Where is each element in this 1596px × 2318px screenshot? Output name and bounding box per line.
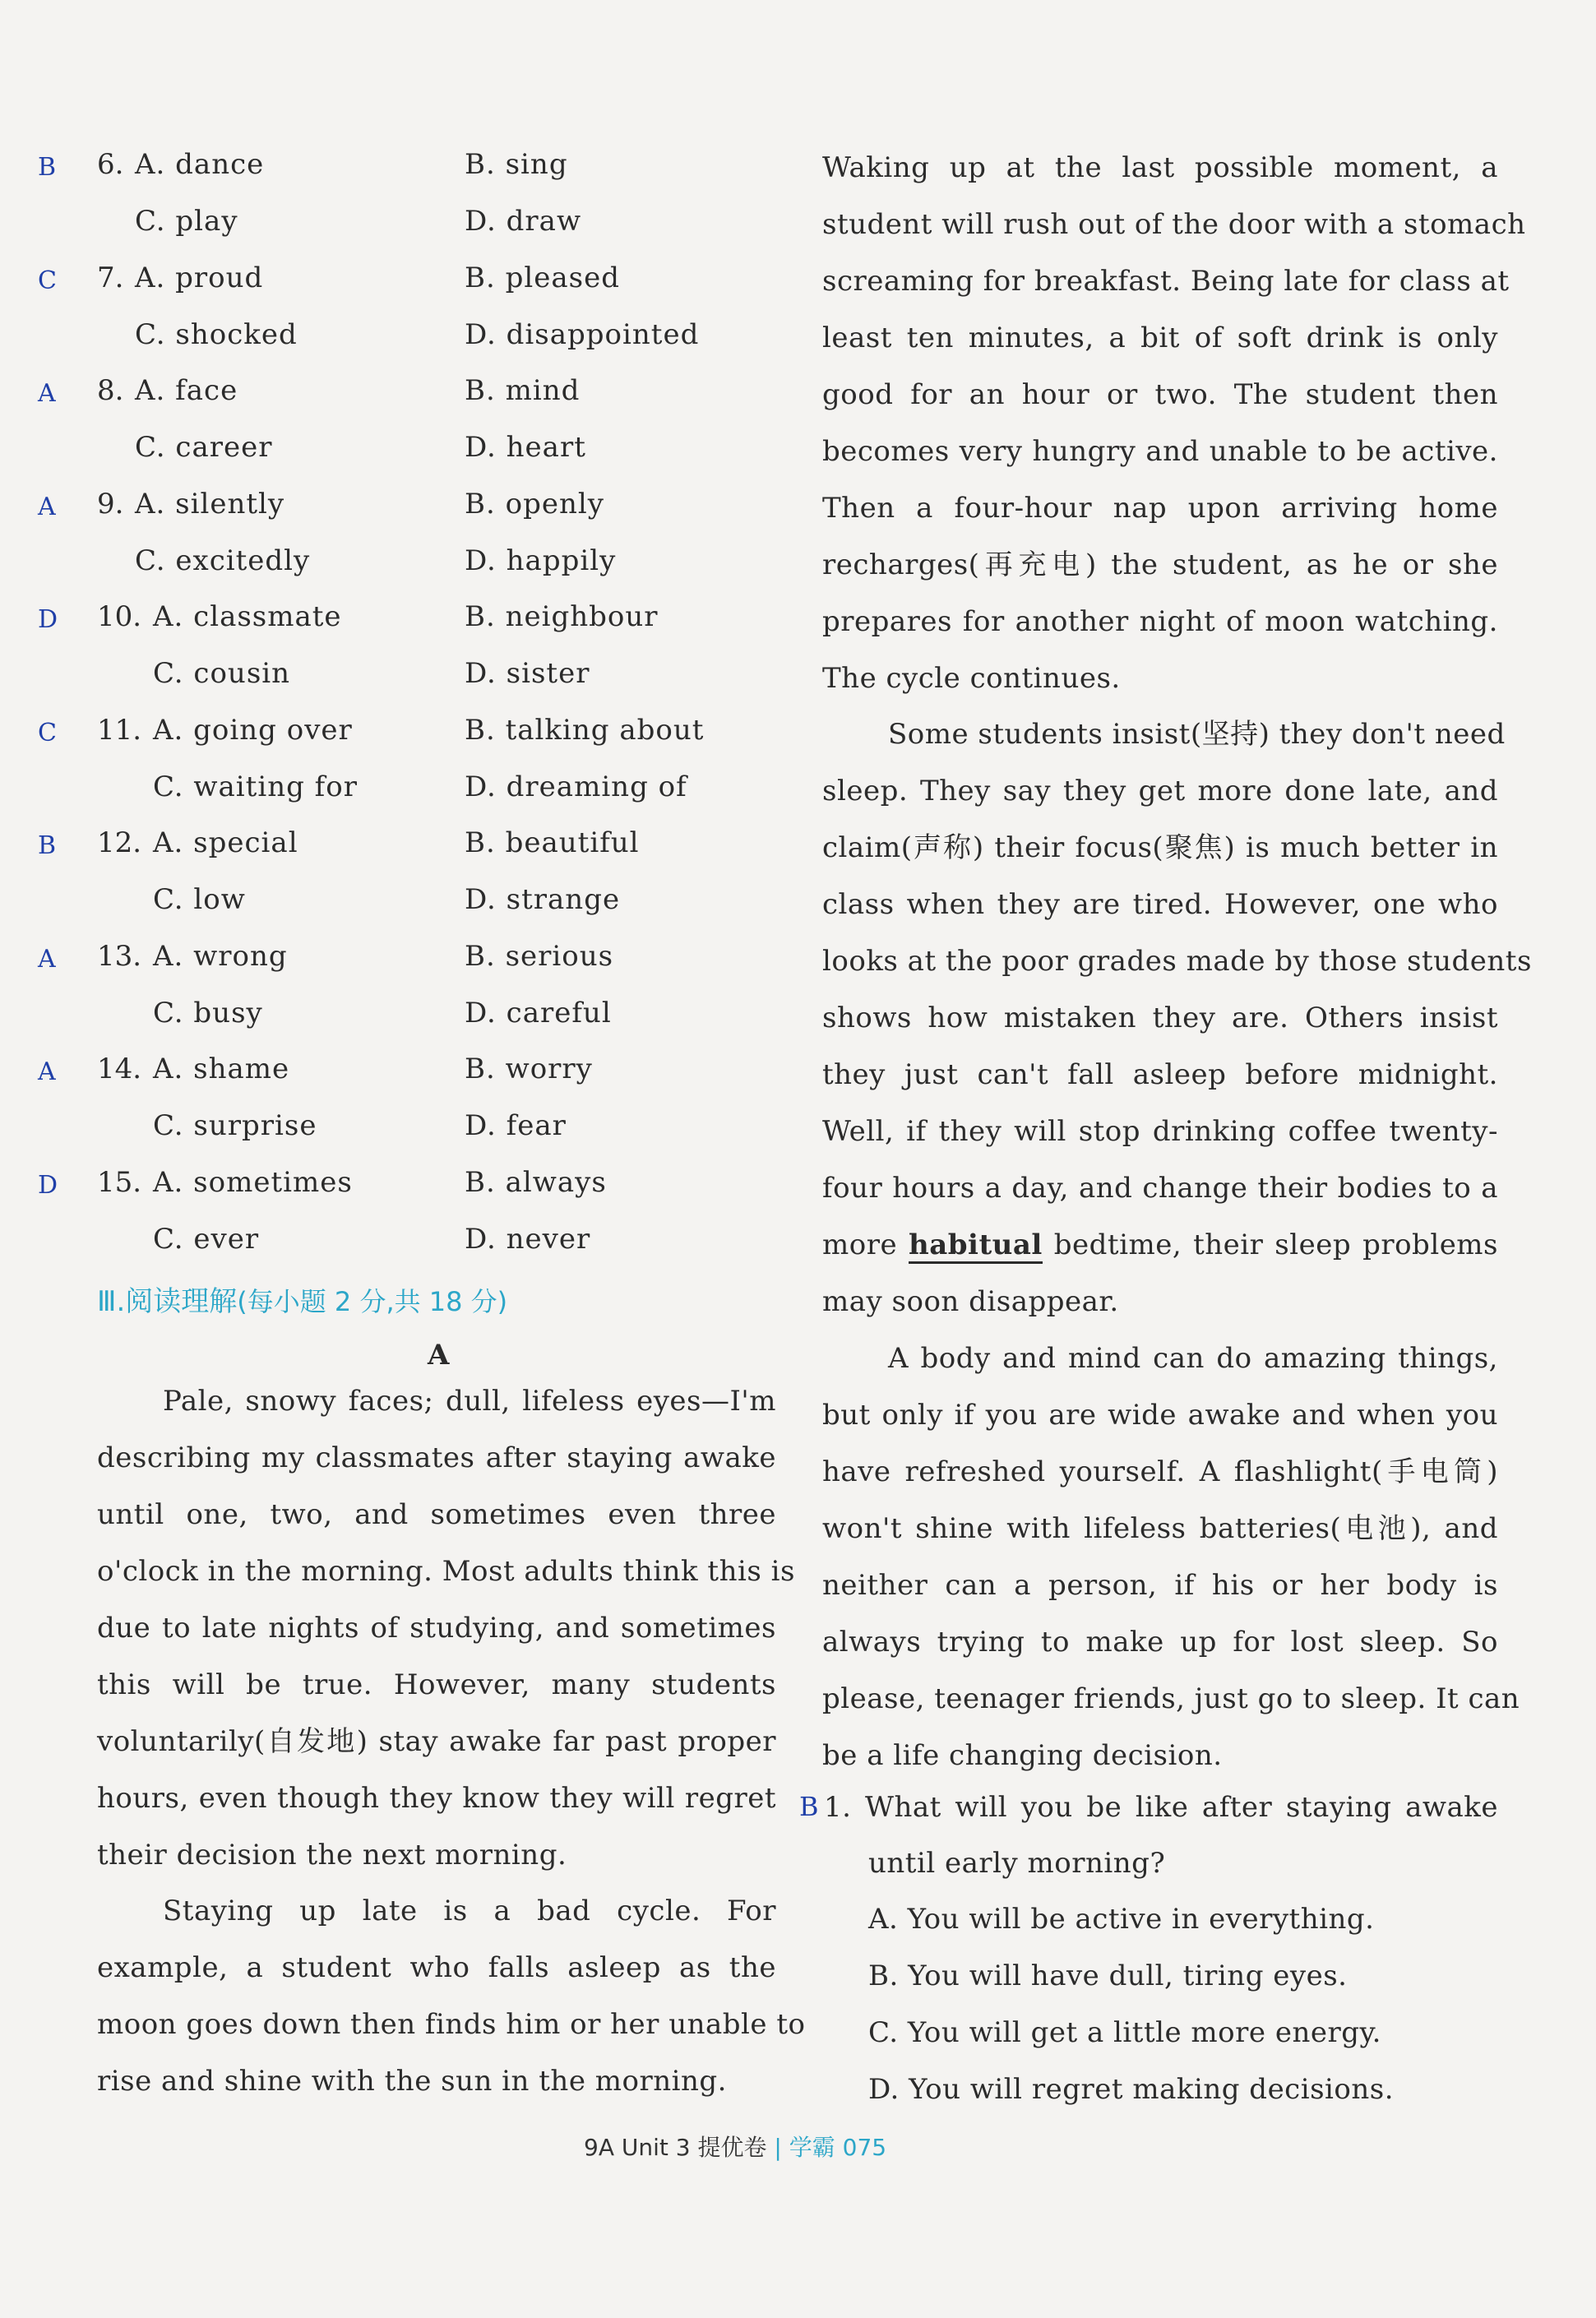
habitual-tail-line: may soon disappear. [822,1285,1119,1318]
option-b: B. neighbour [465,600,659,633]
question-number: 11. [97,713,142,747]
text-line: The cycle continues. [822,662,1121,695]
option-a: A. silently [135,487,285,521]
option-c: C. busy [153,996,263,1029]
reading-option: D. You will regret making decisions. [868,2073,1395,2106]
cloze-question [0,1166,789,1278]
option-c: C. surprise [153,1109,317,1142]
option-c: C. low [153,883,246,916]
answer-mark: D [38,1170,58,1200]
option-a: A. dance [135,148,265,181]
option-b: B. always [465,1165,607,1199]
answer-mark: A [38,379,56,408]
text-line: until one, two, and sometimes even three [97,1498,776,1531]
text-line: Pale, snowy faces; dull, lifeless eyes—I'm [163,1385,776,1418]
text-line: won't shine with lifeless batteries(电池), and [822,1512,1498,1545]
option-d: D. careful [465,996,612,1029]
answer-mark: A [38,492,56,521]
option-a: A. classmate [153,600,342,633]
text-line: voluntarily(自发地) stay awake far past proper [97,1725,776,1758]
reading-answer-mark: B [799,1791,819,1822]
text-line: Waking up at the last possible moment, a [822,151,1498,184]
right-paragraph-2-tail [822,1217,1498,1330]
cloze-question [0,714,789,826]
question-number: 14. [97,1053,142,1085]
right-paragraph-2 [822,706,1532,1217]
page-footer: 9A Unit 3 提优卷 | 学霸 075 [584,2134,887,2161]
option-b: B. openly [465,487,604,521]
cloze-question [0,940,789,1052]
text-line: Then a four-hour nap upon arriving home [822,492,1498,525]
answer-mark: B [38,153,57,182]
option-d: D. fear [465,1109,567,1142]
option-d: D. dreaming of [465,770,687,803]
text-line: four hours a day, and change their bodies to a [822,1172,1498,1205]
cloze-question [0,261,789,373]
answer-mark: A [38,944,56,974]
text-line: o'clock in the morning. Most adults think this is [97,1555,795,1588]
option-b: B. pleased [465,261,620,294]
option-b: B. mind [465,374,581,407]
text-line: class when they are tired. However, one who [822,888,1498,921]
reading-question-stem-2: until early morning? [868,1847,1166,1880]
left-column [0,0,806,2220]
option-b: B. talking about [465,713,705,747]
reading-question-stem-1: 1. What will you be like after staying awake [824,1791,1498,1824]
option-b: B. sing [465,148,568,181]
option-c: C. career [135,431,273,464]
left-paragraph-2 [97,1883,806,2110]
question-number: 13. [97,939,142,973]
text-line: hours, even though they know they will regret [97,1782,776,1815]
reading-option: B. You will have dull, tiring eyes. [868,1959,1348,1992]
option-d: D. sister [465,657,590,690]
answer-mark: A [38,1057,56,1086]
text-line: be a life changing decision. [822,1739,1223,1772]
question-number: 15. [97,1165,142,1199]
text-line: sleep. They say they get more done late, and [822,775,1498,807]
option-a: A. going over [153,713,353,747]
cloze-question [0,374,789,486]
question-number: 12. [97,826,142,859]
text-line: becomes very hungry and unable to be active. [822,435,1498,468]
reading-option: C. You will get a little more energy. [868,2016,1381,2049]
question-number: 9. [97,487,124,521]
answer-mark: B [38,831,57,860]
footer-page-number: 075 [842,2134,887,2161]
option-d: D. never [465,1222,591,1256]
text-line: shows how mistaken they are. Others insist [822,1002,1498,1034]
answer-mark: C [38,266,57,295]
section-score-note: (每小题 2 分,共 18 分) [237,1286,508,1317]
text-line: please, teenager friends, just go to sleep. It can [822,1682,1520,1715]
text-line: have refreshed yourself. A flashlight(手电筒) [822,1455,1498,1488]
right-paragraph-3 [822,1330,1520,1784]
answer-mark: D [38,605,58,634]
cloze-question [0,826,789,938]
passage-label: A [428,1339,450,1372]
option-b: B. beautiful [465,826,640,859]
question-number: 6. [97,148,124,181]
footer-brand: 学霸 [789,2134,835,2161]
option-b: B. serious [465,939,614,973]
cloze-question [0,1053,789,1164]
text-line: neither can a person, if his or her body is [822,1569,1498,1602]
text-line: looks at the poor grades made by those students [822,945,1532,978]
right-paragraph-1 [822,140,1526,707]
section-title [97,1279,507,1319]
option-c: C. ever [153,1222,260,1256]
text-line: this will be true. However, many students [97,1668,776,1701]
option-d: D. strange [465,883,621,916]
text-line: Some students insist(坚持) they don't need [888,718,1506,751]
text-line: rise and shine with the sun in the morning. [97,2065,727,2098]
cloze-question [0,148,789,260]
habitual-word: habitual [909,1228,1043,1264]
text-line: they just can't fall asleep before midnight. [822,1058,1498,1091]
section-heading: Ⅲ.阅读理解 [97,1285,238,1318]
text-line: student will rush out of the door with a stomach [822,208,1526,241]
footer-unit: 9A Unit 3 提优卷 [584,2134,767,2161]
option-a: A. special [153,826,298,859]
text-line: describing my classmates after staying awake [97,1441,776,1474]
question-number: 10. [97,600,142,633]
option-d: D. happily [465,544,617,577]
option-d: D. heart [465,431,586,464]
text-line: screaming for breakfast. Being late for class at [822,265,1510,298]
text-line: example, a student who falls asleep as the [97,1951,776,1984]
option-b: B. worry [465,1053,593,1085]
text-line: A body and mind can do amazing things, [888,1342,1498,1375]
option-c: C. excitedly [135,544,311,577]
text-line: recharges(再充电) the student, as he or she [822,548,1498,581]
habitual-line: more habitual bedtime, their sleep problems [822,1217,1498,1274]
option-c: C. waiting for [153,770,358,803]
text-line: moon goes down then finds him or her unable to [97,2008,806,2041]
left-paragraph-1 [97,1373,795,1884]
option-a: A. shame [153,1053,290,1085]
text-line: claim(声称) their focus(聚焦) is much better in [822,831,1498,864]
option-d: D. draw [465,205,582,238]
cloze-question [0,600,789,712]
option-d: D. disappointed [465,317,700,351]
option-c: C. cousin [153,657,291,690]
option-c: C. play [135,205,238,238]
option-a: A. sometimes [153,1165,353,1199]
question-number: 8. [97,374,124,407]
text-line: Staying up late is a bad cycle. For [163,1895,776,1927]
text-line: least ten minutes, a bit of soft drink is only [822,322,1498,354]
question-number: 7. [97,261,124,294]
option-a: A. wrong [153,939,288,973]
answer-mark: C [38,718,57,747]
option-a: A. proud [135,261,264,294]
text-line: Well, if they will stop drinking coffee twenty- [822,1115,1498,1148]
text-line: good for an hour or two. The student then [822,378,1498,411]
text-line: but only if you are wide awake and when you [822,1399,1498,1432]
cloze-question [0,488,789,599]
option-a: A. face [135,374,238,407]
text-line: prepares for another night of moon watching. [822,605,1498,638]
reading-option: A. You will be active in everything. [868,1903,1375,1936]
text-line: due to late nights of studying, and sometimes [97,1612,776,1645]
option-c: C. shocked [135,317,298,351]
text-line: always trying to make up for lost sleep. So [822,1626,1498,1659]
text-line: their decision the next morning. [97,1839,567,1872]
